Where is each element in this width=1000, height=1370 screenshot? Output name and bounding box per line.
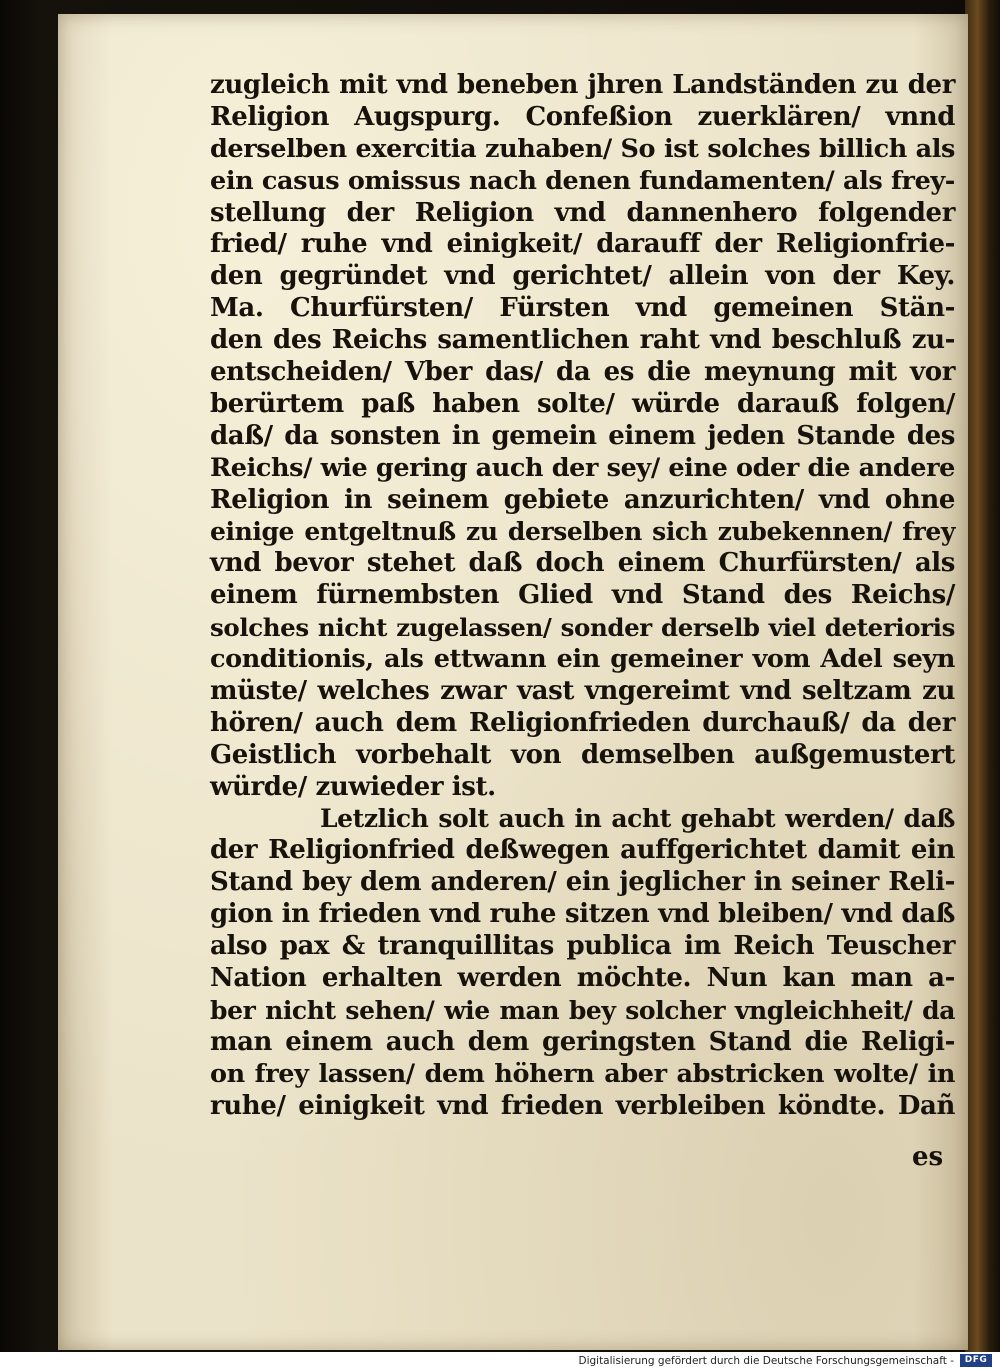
text-line: ber nicht sehen/ wie man bey solcher vngleichheit/ da [210,995,955,1025]
text-line: hören/ auch dem Religionfrieden durchauß/ da der [210,707,955,738]
text-line: man einem auch dem geringsten Stand die Religi- [210,1026,955,1057]
text-line: fried/ ruhe vnd einigkeit/ darauff der Religionfrie- [210,229,955,260]
text-line: derselben exercitia zuhaben/ So ist solches billich als [210,133,955,164]
text-line: Stand bey dem anderen/ ein jeglicher in seiner Reli- [210,867,955,898]
text-line: den gegründet vnd gerichtet/ allein von der Key. [210,261,955,292]
text-line: conditionis, als ettwann ein gemeiner vom Adel seyn [210,644,955,675]
text-line: daß/ da sonsten in gemein einem jeden Stande des [210,420,955,451]
text-line: also pax & tranquillitas publica im Reich Teuscher [210,931,955,962]
text-line: entscheiden/ Vber das/ da es die meynung mit vor [210,357,955,388]
text-line: ruhe/ einigkeit vnd frieden verbleiben köndte. Dañ [210,1090,955,1121]
text-line: Ma. Churfürsten/ Fürsten vnd gemeinen Stän- [210,293,955,324]
text-line: Geistlich vorbehalt von demselben außgemustert [210,739,955,770]
text-line: Letzlich solt auch in acht gehabt werden/ daß [320,804,955,834]
text-line: müste/ welches zwar vast vngereimt vnd seltzam zu [210,675,955,706]
text-line: würde/ zuwieder ist. [210,771,496,802]
text-line: ein casus omissus nach denen fundamenten/ als frey- [210,165,955,196]
text-line: Reichs/ wie gering auch der sey/ eine oder die andere [210,452,955,483]
text-line: stellung der Religion vnd dannenhero folgender [210,197,955,228]
text-line: Nation erhalten werden möchte. Nun kan man a- [210,962,955,993]
text-block [210,70,955,1122]
text-line: einige entgeltnuß zu derselben sich zubekennen/ frey [210,517,955,547]
catchword: es [912,1142,944,1172]
text-line: der Religionfried deßwegen auffgerichtet damit ein [210,835,955,866]
text-line: vnd bevor stehet daß doch einem Churfürsten/ als [210,548,955,579]
text-line: Religion in seinem gebiete anzurichten/ vnd ohne [210,484,955,515]
text-line: solches nicht zugelassen/ sonder derselb viel deterioris [210,613,955,643]
text-line: zugleich mit vnd beneben jhren Landständen zu der [210,70,955,100]
text-line: berürtem paß haben solte/ würde darauß folgen/ [210,388,955,419]
text-line: gion in frieden vnd ruhe sitzen vnd bleiben/ vnd daß [210,899,955,930]
dfg-logo: DFG [960,1354,992,1367]
text-line: Religion Augspurg. Confeßion zuerklären/ vnnd [210,101,955,132]
page-edge [965,0,1000,1352]
text-line: einem fürnembsten Glied vnd Stand des Reichs/ [210,580,955,611]
text-line: den des Reichs samentlichen raht vnd beschluß zu- [210,325,955,356]
digitization-credit: Digitalisierung gefördert durch die Deutsche Forschungsgemeinschaft - [578,1355,954,1367]
text-line: on frey lassen/ dem höhern aber abstricken wolte/ in [210,1058,955,1089]
